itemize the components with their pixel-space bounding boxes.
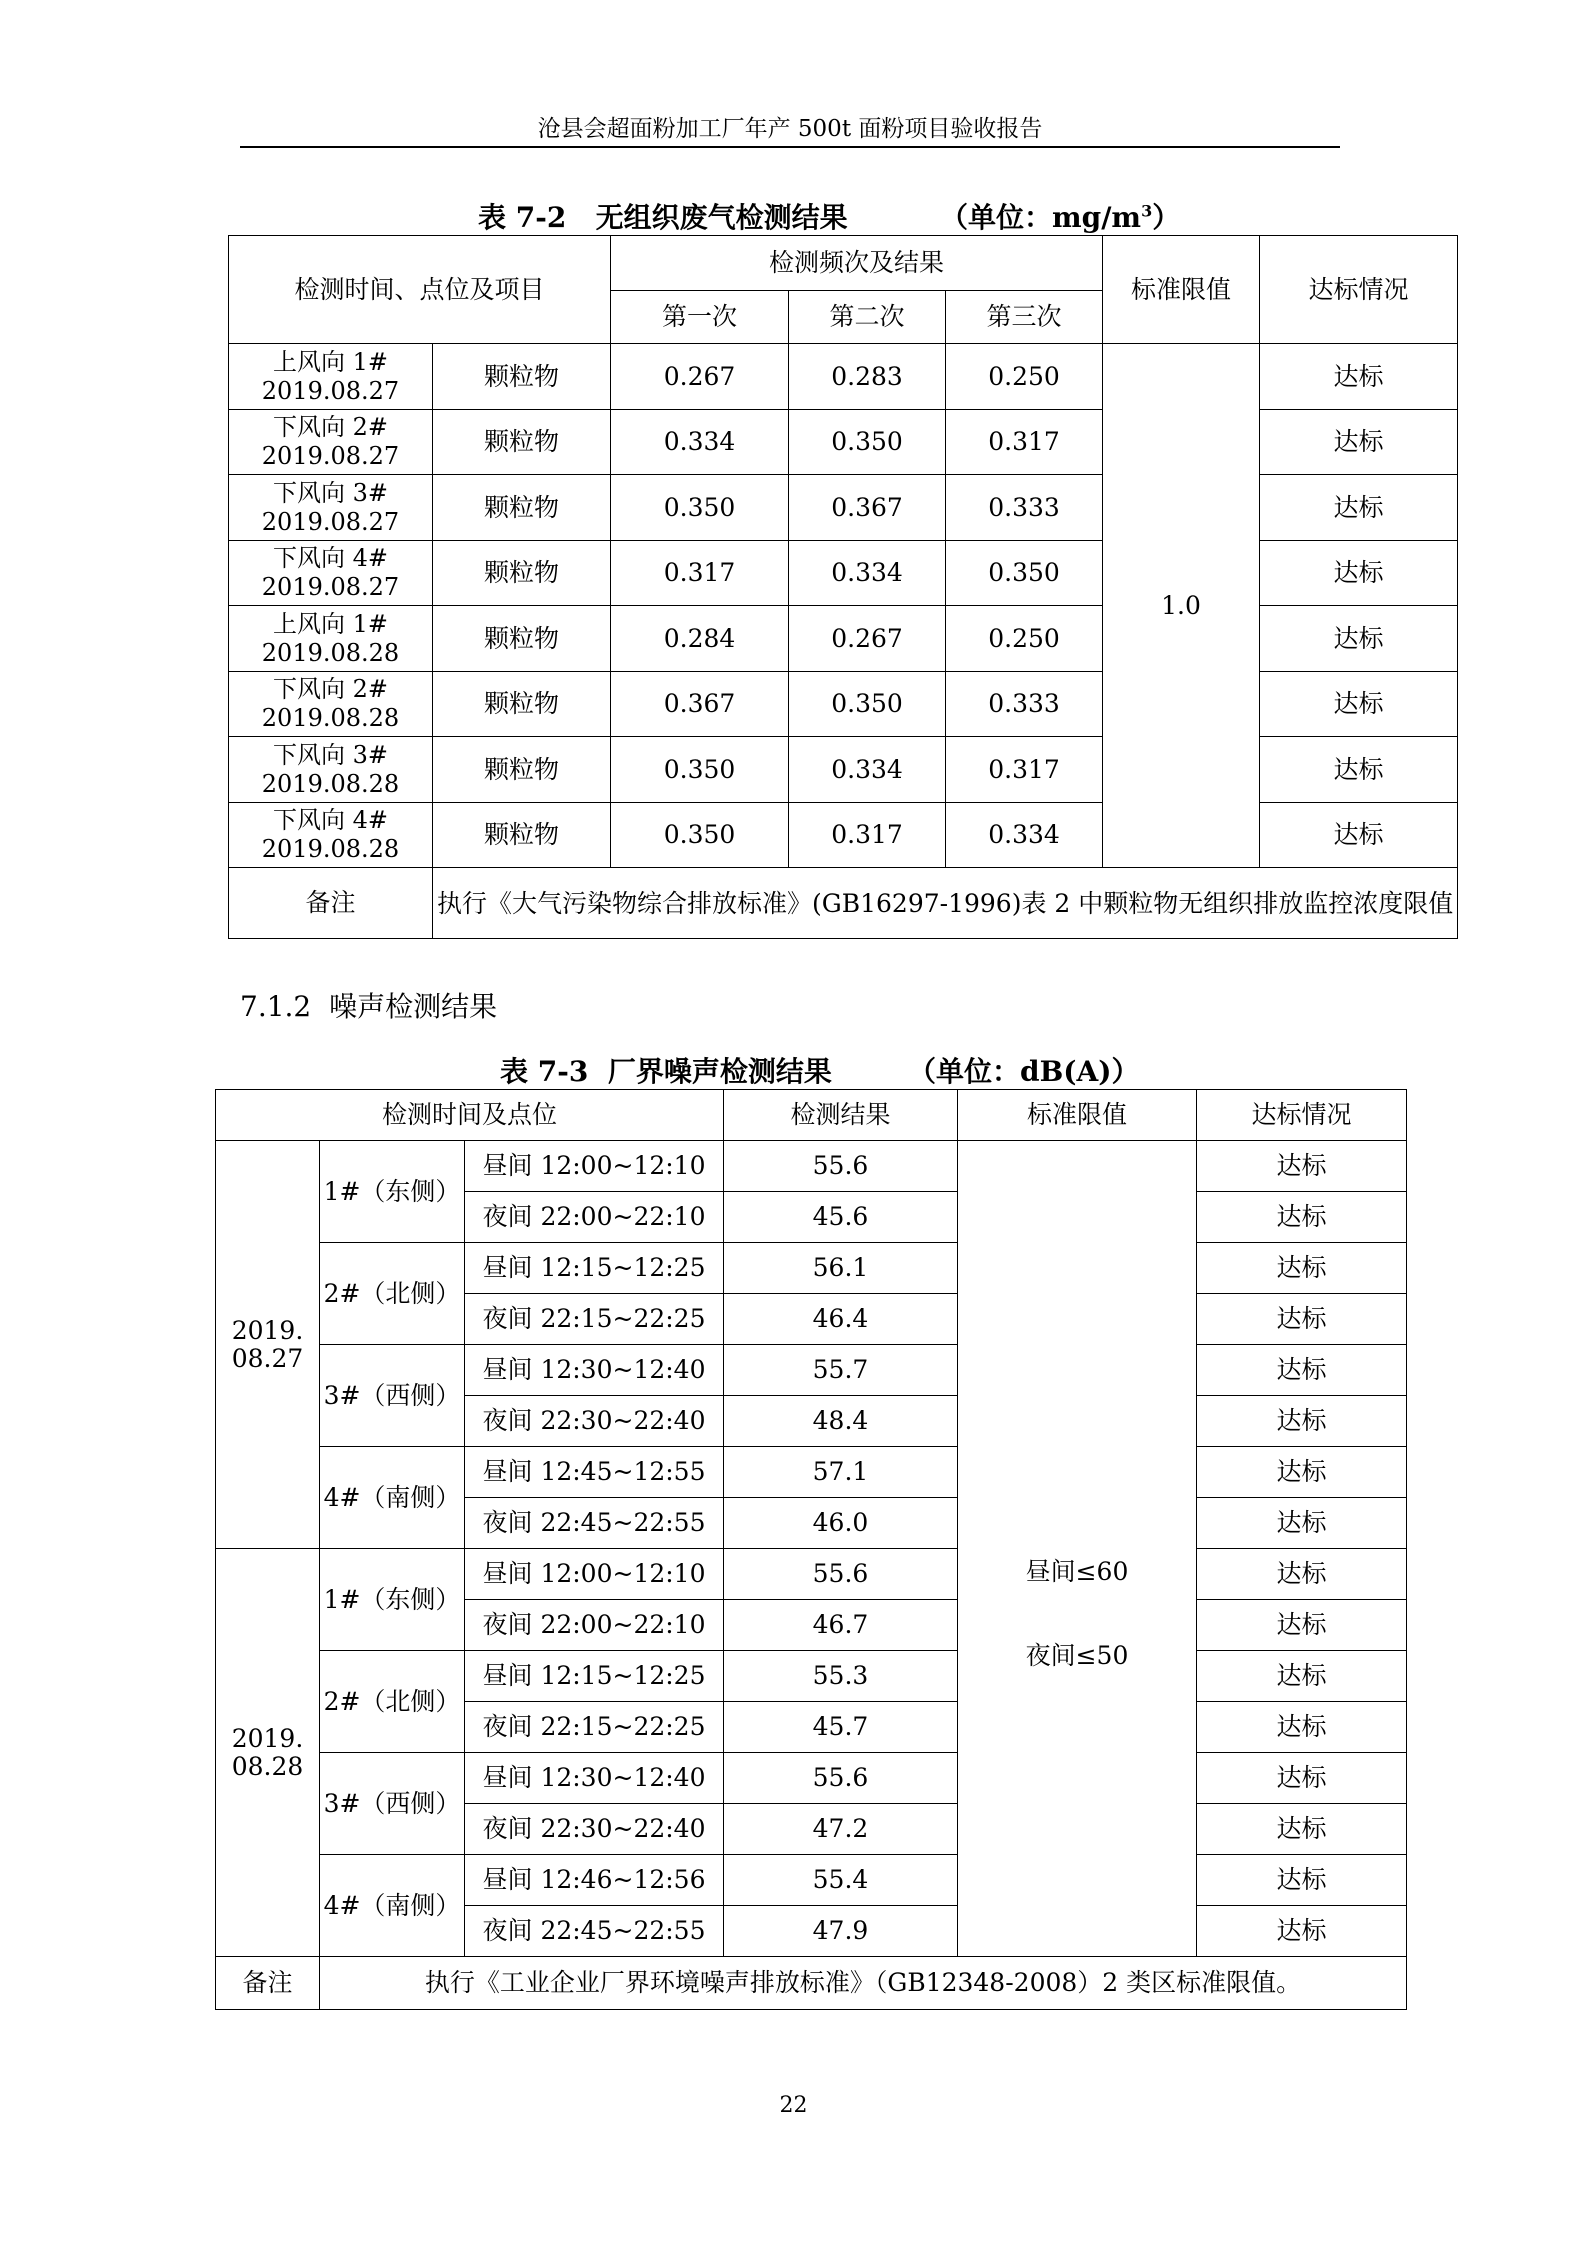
status-cell: 达标 [1197, 1498, 1407, 1549]
value-cell: 0.333 [946, 672, 1103, 737]
page-number: 22 [779, 2093, 808, 2118]
result-cell: 45.7 [724, 1702, 958, 1753]
result-cell: 46.0 [724, 1498, 958, 1549]
point-cell: 下风向 3# 2019.08.27 [229, 475, 433, 541]
result-cell: 55.6 [724, 1141, 958, 1192]
limit-value: 1.0 [1103, 344, 1260, 868]
table-row [229, 737, 1458, 803]
result-cell: 55.3 [724, 1651, 958, 1702]
table-7-3 [215, 1089, 1407, 2010]
value-cell: 0.317 [611, 541, 789, 606]
point-cell: 3#（西侧） [320, 1753, 465, 1855]
status-cell: 达标 [1260, 410, 1458, 475]
result-cell: 55.6 [724, 1753, 958, 1804]
table-row [216, 1651, 1407, 1702]
point-cell: 4#（南侧） [320, 1447, 465, 1549]
period-cell: 昼间 12:30~12:40 [465, 1345, 724, 1396]
status-cell: 达标 [1197, 1549, 1407, 1600]
table-7-3-caption [500, 1050, 832, 1090]
point-cell: 上风向 1# 2019.08.27 [229, 344, 433, 410]
item-cell: 颗粒物 [433, 672, 611, 737]
point-cell: 1#（东侧） [320, 1141, 465, 1243]
result-cell: 55.6 [724, 1549, 958, 1600]
value-cell: 0.350 [789, 672, 946, 737]
value-cell: 0.267 [789, 606, 946, 672]
table-7-3-label: 表 7-3 [500, 1055, 589, 1088]
period-cell: 夜间 22:00~22:10 [465, 1600, 724, 1651]
col-header-limit: 标准限值 [958, 1090, 1197, 1141]
status-cell: 达标 [1197, 1192, 1407, 1243]
section-number: 7.1.2 [240, 990, 312, 1023]
table-7-2 [228, 235, 1458, 939]
table-7-3-title: 厂界噪声检测结果 [607, 1055, 832, 1088]
value-cell: 0.367 [789, 475, 946, 541]
status-cell: 达标 [1197, 1906, 1407, 1957]
section-title: 噪声检测结果 [329, 990, 498, 1023]
point-cell: 4#（南侧） [320, 1855, 465, 1957]
value-cell: 0.350 [611, 475, 789, 541]
period-cell: 昼间 12:15~12:25 [465, 1651, 724, 1702]
status-cell: 达标 [1260, 344, 1458, 410]
table-row [229, 344, 1458, 410]
value-cell: 0.333 [946, 475, 1103, 541]
note-row [229, 868, 1458, 939]
unit-suffix: ） [1152, 201, 1181, 234]
value-cell: 0.283 [789, 344, 946, 410]
col-header-frequency: 检测频次及结果 [611, 236, 1103, 291]
status-cell: 达标 [1260, 606, 1458, 672]
status-cell: 达标 [1197, 1447, 1407, 1498]
value-cell: 0.317 [946, 737, 1103, 803]
result-cell: 46.7 [724, 1600, 958, 1651]
table-row [216, 1141, 1407, 1192]
limit-night: 夜间≤50 [1025, 1640, 1129, 1670]
status-cell: 达标 [1197, 1804, 1407, 1855]
result-cell: 46.4 [724, 1294, 958, 1345]
status-cell: 达标 [1197, 1855, 1407, 1906]
noise-limit-cell [958, 1141, 1197, 1957]
result-cell: 48.4 [724, 1396, 958, 1447]
col-header-time-point: 检测时间、点位及项目 [229, 236, 611, 344]
result-cell: 57.1 [724, 1447, 958, 1498]
status-cell: 达标 [1260, 672, 1458, 737]
status-cell: 达标 [1260, 737, 1458, 803]
table-row [229, 606, 1458, 672]
value-cell: 0.350 [611, 737, 789, 803]
status-cell: 达标 [1197, 1141, 1407, 1192]
col-header-limit: 标准限值 [1103, 236, 1260, 344]
col-header-second: 第二次 [789, 291, 946, 344]
unit-superscript: 3 [1141, 201, 1153, 221]
status-cell: 达标 [1197, 1243, 1407, 1294]
period-cell: 昼间 12:00~12:10 [465, 1141, 724, 1192]
table-7-2-caption [478, 196, 848, 236]
table-row [229, 803, 1458, 868]
value-cell: 0.267 [611, 344, 789, 410]
period-cell: 昼间 12:46~12:56 [465, 1855, 724, 1906]
item-cell: 颗粒物 [433, 344, 611, 410]
table-7-2-title: 无组织废气检测结果 [595, 201, 848, 234]
value-cell: 0.334 [946, 803, 1103, 868]
header-rule [240, 146, 1340, 148]
note-row [216, 1957, 1407, 2010]
item-cell: 颗粒物 [433, 410, 611, 475]
period-cell: 夜间 22:30~22:40 [465, 1804, 724, 1855]
value-cell: 0.334 [789, 737, 946, 803]
value-cell: 0.367 [611, 672, 789, 737]
point-cell: 下风向 2# 2019.08.27 [229, 410, 433, 475]
value-cell: 0.350 [611, 803, 789, 868]
status-cell: 达标 [1197, 1600, 1407, 1651]
table-row [229, 541, 1458, 606]
table-row [229, 672, 1458, 737]
item-cell: 颗粒物 [433, 475, 611, 541]
table-row [216, 1243, 1407, 1294]
point-cell: 下风向 4# 2019.08.28 [229, 803, 433, 868]
point-cell: 下风向 2# 2019.08.28 [229, 672, 433, 737]
limit-day: 昼间≤60 [1025, 1556, 1129, 1586]
value-cell: 0.250 [946, 606, 1103, 672]
section-heading [240, 985, 497, 1025]
value-cell: 0.250 [946, 344, 1103, 410]
item-cell: 颗粒物 [433, 606, 611, 672]
status-cell: 达标 [1260, 803, 1458, 868]
period-cell: 夜间 22:45~22:55 [465, 1498, 724, 1549]
note-text: 执行《工业企业厂界环境噪声排放标准》（GB12348-2008）2 类区标准限值。 [320, 1957, 1407, 2010]
unit-text: （单位：mg/m [940, 201, 1142, 234]
table-row [229, 410, 1458, 475]
table-row [216, 1345, 1407, 1396]
table-row [216, 1753, 1407, 1804]
note-label: 备注 [216, 1957, 320, 2010]
period-cell: 昼间 12:30~12:40 [465, 1753, 724, 1804]
col-header-time-point: 检测时间及点位 [216, 1090, 724, 1141]
table-row [229, 475, 1458, 541]
point-cell: 下风向 3# 2019.08.28 [229, 737, 433, 803]
point-cell: 上风向 1# 2019.08.28 [229, 606, 433, 672]
period-cell: 夜间 22:30~22:40 [465, 1396, 724, 1447]
point-cell: 下风向 4# 2019.08.27 [229, 541, 433, 606]
period-cell: 夜间 22:15~22:25 [465, 1294, 724, 1345]
point-cell: 1#（东侧） [320, 1549, 465, 1651]
col-header-status: 达标情况 [1197, 1090, 1407, 1141]
status-cell: 达标 [1197, 1396, 1407, 1447]
table-7-2-unit [940, 196, 1180, 236]
status-cell: 达标 [1197, 1753, 1407, 1804]
value-cell: 0.350 [789, 410, 946, 475]
value-cell: 0.334 [611, 410, 789, 475]
value-cell: 0.350 [946, 541, 1103, 606]
item-cell: 颗粒物 [433, 803, 611, 868]
status-cell: 达标 [1260, 475, 1458, 541]
point-cell: 2#（北侧） [320, 1651, 465, 1753]
item-cell: 颗粒物 [433, 737, 611, 803]
period-cell: 夜间 22:15~22:25 [465, 1702, 724, 1753]
document-header: 沧县会超面粉加工厂年产 500t 面粉项目验收报告 [537, 116, 1043, 142]
table-row [216, 1855, 1407, 1906]
result-cell: 47.2 [724, 1804, 958, 1855]
period-cell: 夜间 22:45~22:55 [465, 1906, 724, 1957]
col-header-first: 第一次 [611, 291, 789, 344]
note-text: 执行《大气污染物综合排放标准》(GB16297-1996)表 2 中颗粒物无组织排放监控浓度限值 [433, 868, 1458, 939]
value-cell: 0.334 [789, 541, 946, 606]
col-header-third: 第三次 [946, 291, 1103, 344]
value-cell: 0.317 [946, 410, 1103, 475]
result-cell: 55.7 [724, 1345, 958, 1396]
col-header-result: 检测结果 [724, 1090, 958, 1141]
value-cell: 0.284 [611, 606, 789, 672]
result-cell: 55.4 [724, 1855, 958, 1906]
point-cell: 3#（西侧） [320, 1345, 465, 1447]
note-label: 备注 [229, 868, 433, 939]
table-7-3-unit: （单位：dB(A)） [908, 1055, 1140, 1088]
status-cell: 达标 [1197, 1651, 1407, 1702]
date-cell: 2019. 08.28 [216, 1549, 320, 1957]
period-cell: 夜间 22:00~22:10 [465, 1192, 724, 1243]
period-cell: 昼间 12:00~12:10 [465, 1549, 724, 1600]
value-cell: 0.317 [789, 803, 946, 868]
status-cell: 达标 [1197, 1702, 1407, 1753]
table-7-2-label: 表 7-2 [478, 201, 567, 234]
table-row [216, 1549, 1407, 1600]
status-cell: 达标 [1197, 1345, 1407, 1396]
table-row [216, 1447, 1407, 1498]
date-cell: 2019. 08.27 [216, 1141, 320, 1549]
result-cell: 56.1 [724, 1243, 958, 1294]
result-cell: 45.6 [724, 1192, 958, 1243]
status-cell: 达标 [1260, 541, 1458, 606]
period-cell: 昼间 12:45~12:55 [465, 1447, 724, 1498]
point-cell: 2#（北侧） [320, 1243, 465, 1345]
item-cell: 颗粒物 [433, 541, 611, 606]
status-cell: 达标 [1197, 1294, 1407, 1345]
result-cell: 47.9 [724, 1906, 958, 1957]
period-cell: 昼间 12:15~12:25 [465, 1243, 724, 1294]
col-header-status: 达标情况 [1260, 236, 1458, 344]
